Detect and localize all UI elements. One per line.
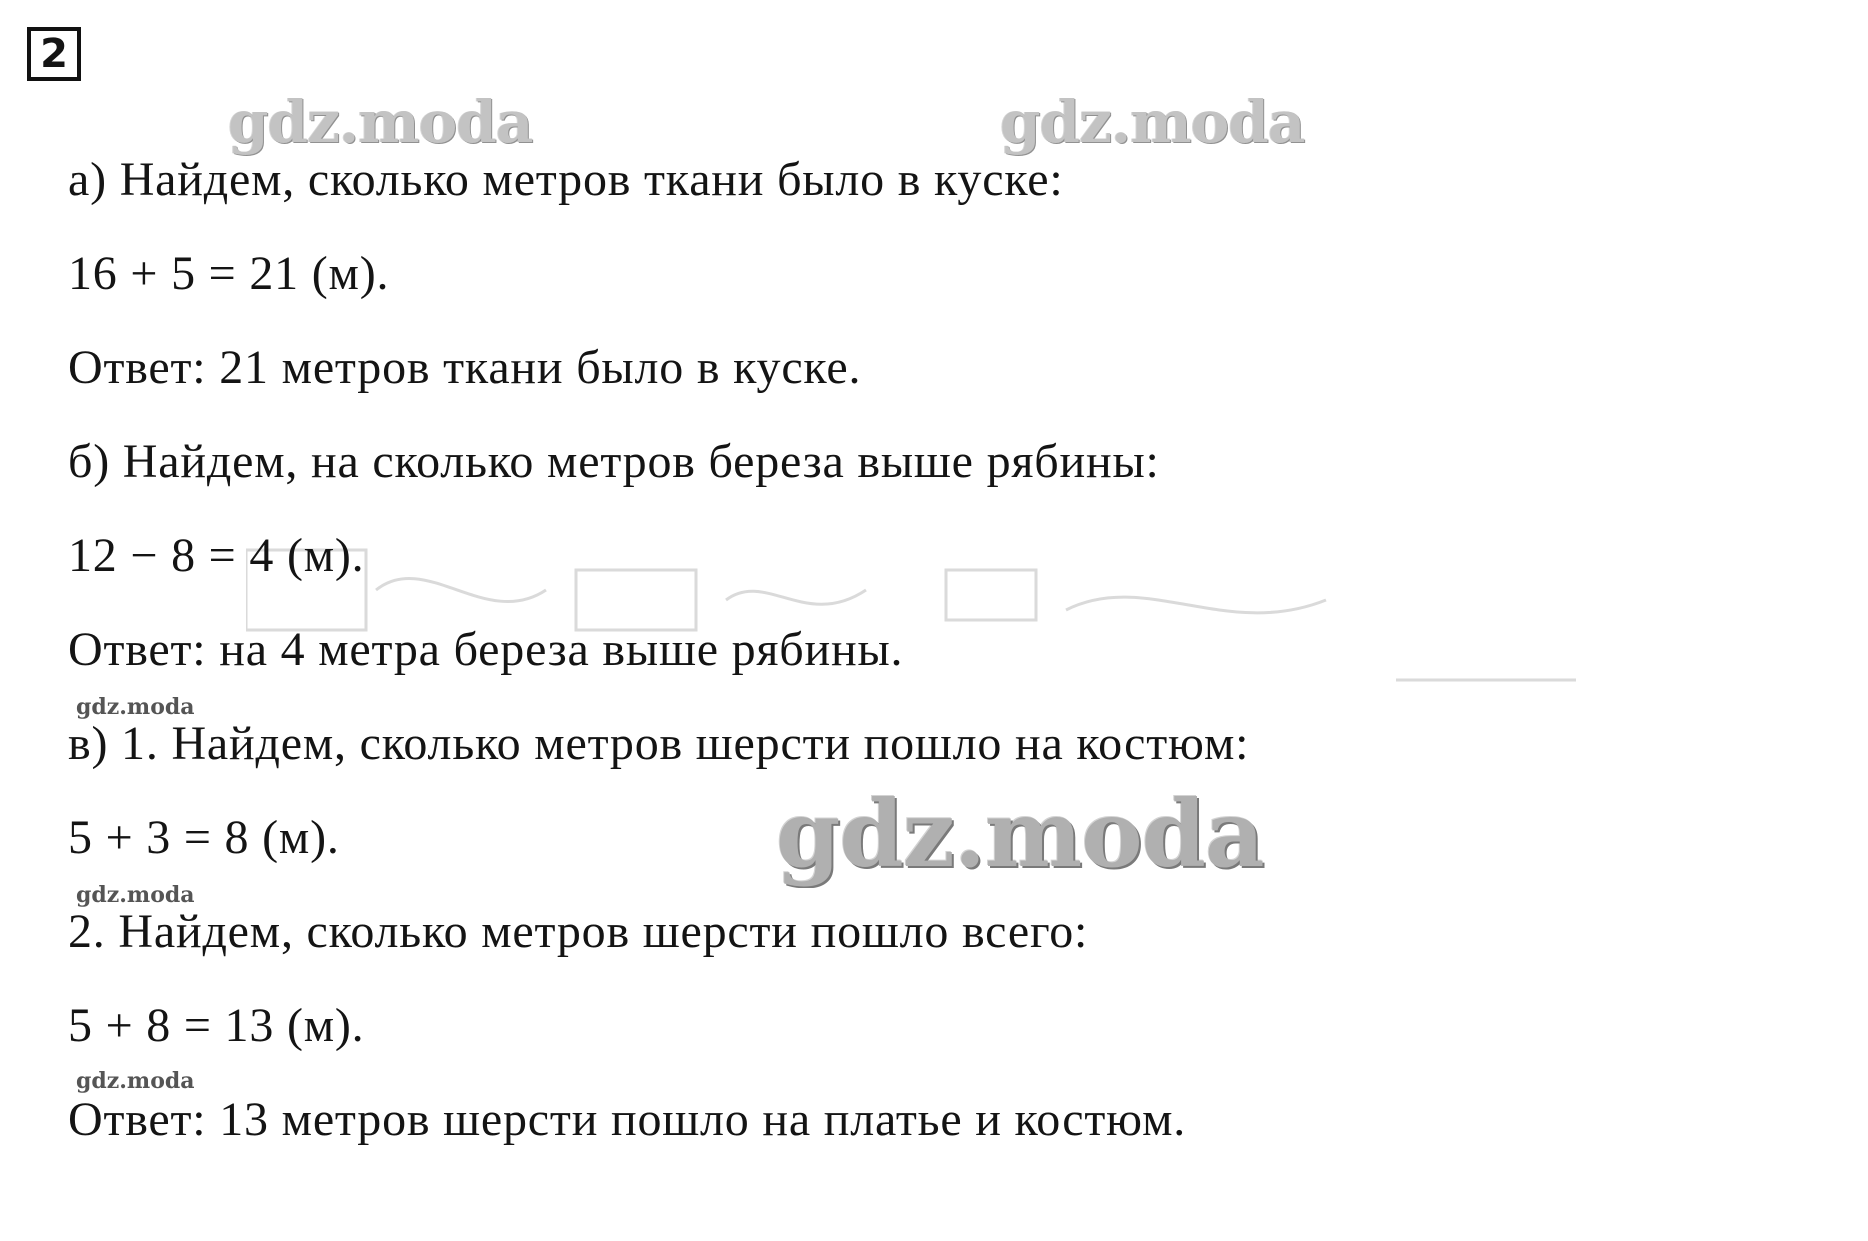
part-a-heading: а) Найдем, сколько метров ткани было в куске: xyxy=(68,153,1064,206)
part-v-step2-equation: 5 + 8 = 13 (м). xyxy=(68,999,365,1052)
part-v-step2-heading: 2. Найдем, сколько метров шерсти пошло всего: xyxy=(68,905,1089,958)
part-b-equation: 12 − 8 = 4 (м). xyxy=(68,529,365,582)
part-v-answer: Ответ: 13 метров шерсти пошло на платье и костюм. xyxy=(68,1093,1187,1146)
watermark-small-2: gdz.moda xyxy=(76,882,195,908)
watermark-center: gdz.moda xyxy=(776,780,1264,888)
watermark-small-3: gdz.moda xyxy=(76,1068,195,1094)
task-number: 2 xyxy=(27,27,81,81)
watermark-top-left: gdz.moda xyxy=(228,88,533,156)
part-a-answer: Ответ: 21 метров ткани было в куске. xyxy=(68,341,862,394)
part-v-step1-equation: 5 + 3 = 8 (м). xyxy=(68,811,340,864)
part-b-answer: Ответ: на 4 метра береза выше рябины. xyxy=(68,623,904,676)
part-b-heading: б) Найдем, на сколько метров береза выше рябины: xyxy=(68,435,1160,488)
watermark-top-right: gdz.moda xyxy=(1000,88,1305,156)
part-a-equation: 16 + 5 = 21 (м). xyxy=(68,247,390,300)
part-v-step1-heading: в) 1. Найдем, сколько метров шерсти пошло на костюм: xyxy=(68,717,1250,770)
watermark-small-1: gdz.moda xyxy=(76,694,195,720)
